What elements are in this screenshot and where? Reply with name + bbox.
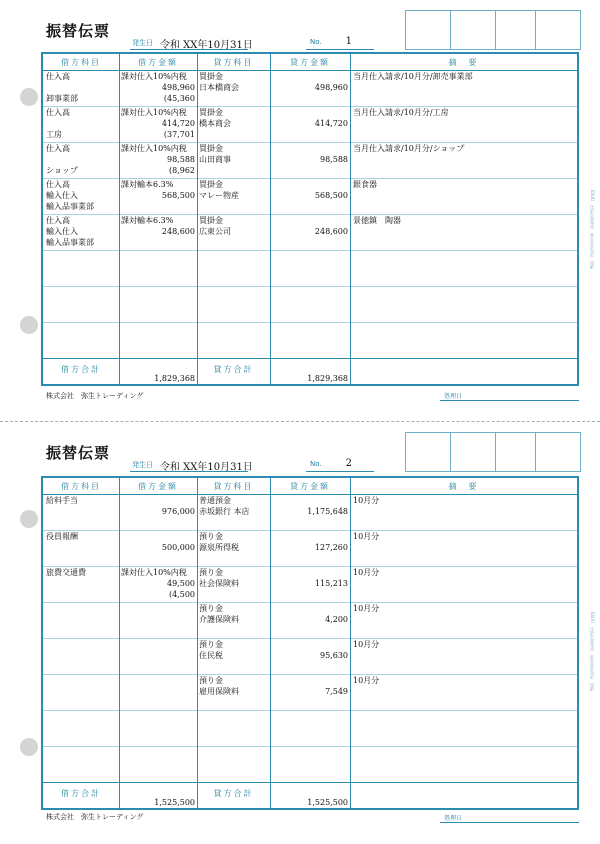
- footer-rule: [43, 782, 577, 783]
- stamp-box: [451, 433, 496, 471]
- row-rule: [43, 530, 577, 531]
- stamp-box: [496, 433, 537, 471]
- approval-stamp-boxes: [405, 432, 581, 472]
- summary-text: 当月仕入請求/10月分/卸売事業部: [353, 72, 473, 81]
- slip-date: 令和 XX年10月31日: [160, 462, 253, 473]
- side-print-text: ESUO 仕訳伝票専用 弥生会計対応 用紙: [590, 612, 595, 692]
- credit-account: 買掛金 マレー物産: [199, 180, 239, 200]
- credit-account: 預り金 介護保険料: [199, 604, 239, 624]
- slip-date: 令和 XX年10月31日: [160, 40, 253, 51]
- journal-grid: [41, 52, 579, 386]
- row-rule: [43, 746, 577, 747]
- debit-account: 仕入高 ショップ: [46, 144, 78, 175]
- column-rule: [350, 478, 351, 808]
- row-rule: [43, 250, 577, 251]
- column-rule: [197, 478, 198, 808]
- slip-title: 振替伝票: [46, 22, 111, 40]
- approval-stamp-boxes: [405, 10, 581, 50]
- summary-text: 10月分: [353, 640, 380, 649]
- credit-total: 1,525,500: [307, 798, 348, 807]
- credit-account: 普通預金 赤坂銀行 本店: [199, 496, 250, 516]
- processed-date-line: [440, 822, 579, 823]
- debit-account: 役員報酬: [46, 532, 78, 541]
- debit-account: 仕入高 輸入仕入 輸入品事業部: [46, 216, 94, 247]
- debit-amount: 課対輸本6.3% 568,500: [121, 180, 195, 200]
- header-credit-account: 貸方科目: [213, 482, 254, 491]
- number-label: No.: [310, 460, 322, 468]
- summary-text: 景徳鎮 陶器: [353, 216, 401, 225]
- debit-amount: 課対仕入10%内税 498,960 (45,360: [121, 72, 195, 103]
- row-rule: [43, 602, 577, 603]
- row-rule: [43, 674, 577, 675]
- processed-date-label: 処理日: [444, 815, 463, 822]
- credit-account: 買掛金 広東公司: [199, 216, 231, 236]
- row-rule: [43, 286, 577, 287]
- journal-grid: [41, 476, 579, 810]
- credit-amount: 1,175,648: [307, 507, 348, 516]
- credit-total-label: 貸方合計: [213, 789, 254, 798]
- column-rule: [270, 478, 271, 808]
- header-rule: [43, 494, 577, 495]
- date-label: 発生日: [132, 39, 153, 47]
- slip-title: 振替伝票: [46, 444, 111, 462]
- punch-hole: [20, 88, 38, 106]
- date-underline: [130, 471, 248, 472]
- debit-account: 仕入高 工房: [46, 108, 70, 139]
- debit-total-label: 借方合計: [61, 789, 101, 798]
- slip-number: 1: [345, 36, 352, 47]
- debit-account: 仕入高 輸入仕入 輸入品事業部: [46, 180, 94, 211]
- credit-amount: 414,720: [314, 119, 348, 128]
- credit-amount: 127,260: [314, 543, 348, 552]
- summary-text: 10月分: [353, 496, 380, 505]
- debit-account: 仕入高 卸事業部: [46, 72, 78, 103]
- date-underline: [130, 49, 248, 50]
- credit-amount: 4,200: [325, 615, 348, 624]
- header-debit-account: 借方科目: [61, 58, 101, 67]
- debit-amount: 課対仕入10%内税 49,500 (4,500: [121, 568, 195, 599]
- debit-total: 1,525,500: [154, 798, 195, 807]
- slip-number: 2: [345, 458, 352, 469]
- debit-amount: 976,000: [161, 507, 195, 516]
- debit-account: 給料手当: [46, 496, 78, 505]
- credit-amount: 115,213: [314, 579, 348, 588]
- debit-amount: 課対仕入10%内税 98,588 (8,962: [121, 144, 195, 175]
- credit-account: 預り金 社会保険料: [199, 568, 239, 588]
- processed-date-label: 処理日: [444, 393, 463, 400]
- summary-text: 10月分: [353, 532, 380, 541]
- company-name: 株式会社 弥生トレーディング: [46, 392, 144, 400]
- punch-hole: [20, 738, 38, 756]
- credit-total: 1,829,368: [307, 374, 348, 383]
- header-credit-amount: 貸方金額: [290, 482, 330, 491]
- column-rule: [119, 54, 120, 384]
- credit-amount: 498,960: [314, 83, 348, 92]
- credit-amount: 568,500: [314, 191, 348, 200]
- credit-account: 預り金 住民税: [199, 640, 223, 660]
- summary-text: 銀食器: [353, 180, 377, 189]
- stamp-box: [496, 11, 537, 49]
- stamp-box: [451, 11, 496, 49]
- header-summary: 摘 要: [448, 482, 479, 491]
- credit-amount: 98,588: [320, 155, 348, 164]
- header-debit-amount: 借方金額: [138, 58, 178, 67]
- summary-text: 当月仕入請求/10月分/工房: [353, 108, 449, 117]
- debit-total: 1,829,368: [154, 374, 195, 383]
- date-label: 発生日: [132, 461, 153, 469]
- column-rule: [350, 54, 351, 384]
- debit-total-label: 借方合計: [61, 365, 101, 374]
- credit-amount: 7,549: [325, 687, 348, 696]
- row-rule: [43, 322, 577, 323]
- transfer-slip-2: [0, 422, 600, 844]
- row-rule: [43, 710, 577, 711]
- header-credit-account: 貸方科目: [213, 58, 254, 67]
- debit-amount: 500,000: [161, 543, 195, 552]
- number-underline: [306, 471, 374, 472]
- summary-text: 10月分: [353, 568, 380, 577]
- summary-text: 10月分: [353, 676, 380, 685]
- header-credit-amount: 貸方金額: [290, 58, 330, 67]
- stamp-box: [406, 433, 451, 471]
- header-debit-amount: 借方金額: [138, 482, 178, 491]
- punch-hole: [20, 510, 38, 528]
- summary-text: 当月仕入請求/10月分/ショップ: [353, 144, 465, 153]
- footer-rule: [43, 358, 577, 359]
- credit-account: 預り金 源泉所得税: [199, 532, 239, 552]
- credit-amount: 95,630: [320, 651, 348, 660]
- number-underline: [306, 49, 374, 50]
- column-rule: [270, 54, 271, 384]
- stamp-box: [406, 11, 451, 49]
- number-label: No.: [310, 38, 322, 46]
- credit-account: 預り金 雇用保険料: [199, 676, 239, 696]
- debit-account: 旅費交通費: [46, 568, 86, 577]
- credit-account: 買掛金 橋本商会: [199, 108, 231, 128]
- header-debit-account: 借方科目: [61, 482, 101, 491]
- debit-amount: 課対仕入10%内税 414,720 (37,701: [121, 108, 195, 139]
- stamp-box: [536, 11, 580, 49]
- credit-account: 買掛金 日本橋商会: [199, 72, 239, 92]
- column-rule: [119, 478, 120, 808]
- side-print-text: ESUO 仕訳伝票専用 弥生会計対応 用紙: [590, 190, 595, 270]
- debit-amount: 課対輸本6.3% 248,600: [121, 216, 195, 236]
- credit-total-label: 貸方合計: [213, 365, 254, 374]
- stamp-box: [536, 433, 580, 471]
- row-rule: [43, 638, 577, 639]
- credit-account: 買掛金 山田商事: [199, 144, 231, 164]
- summary-text: 10月分: [353, 604, 380, 613]
- credit-amount: 248,600: [314, 227, 348, 236]
- header-summary: 摘 要: [448, 58, 479, 67]
- company-name: 株式会社 弥生トレーディング: [46, 813, 144, 821]
- processed-date-line: [440, 400, 579, 401]
- punch-hole: [20, 316, 38, 334]
- column-rule: [197, 54, 198, 384]
